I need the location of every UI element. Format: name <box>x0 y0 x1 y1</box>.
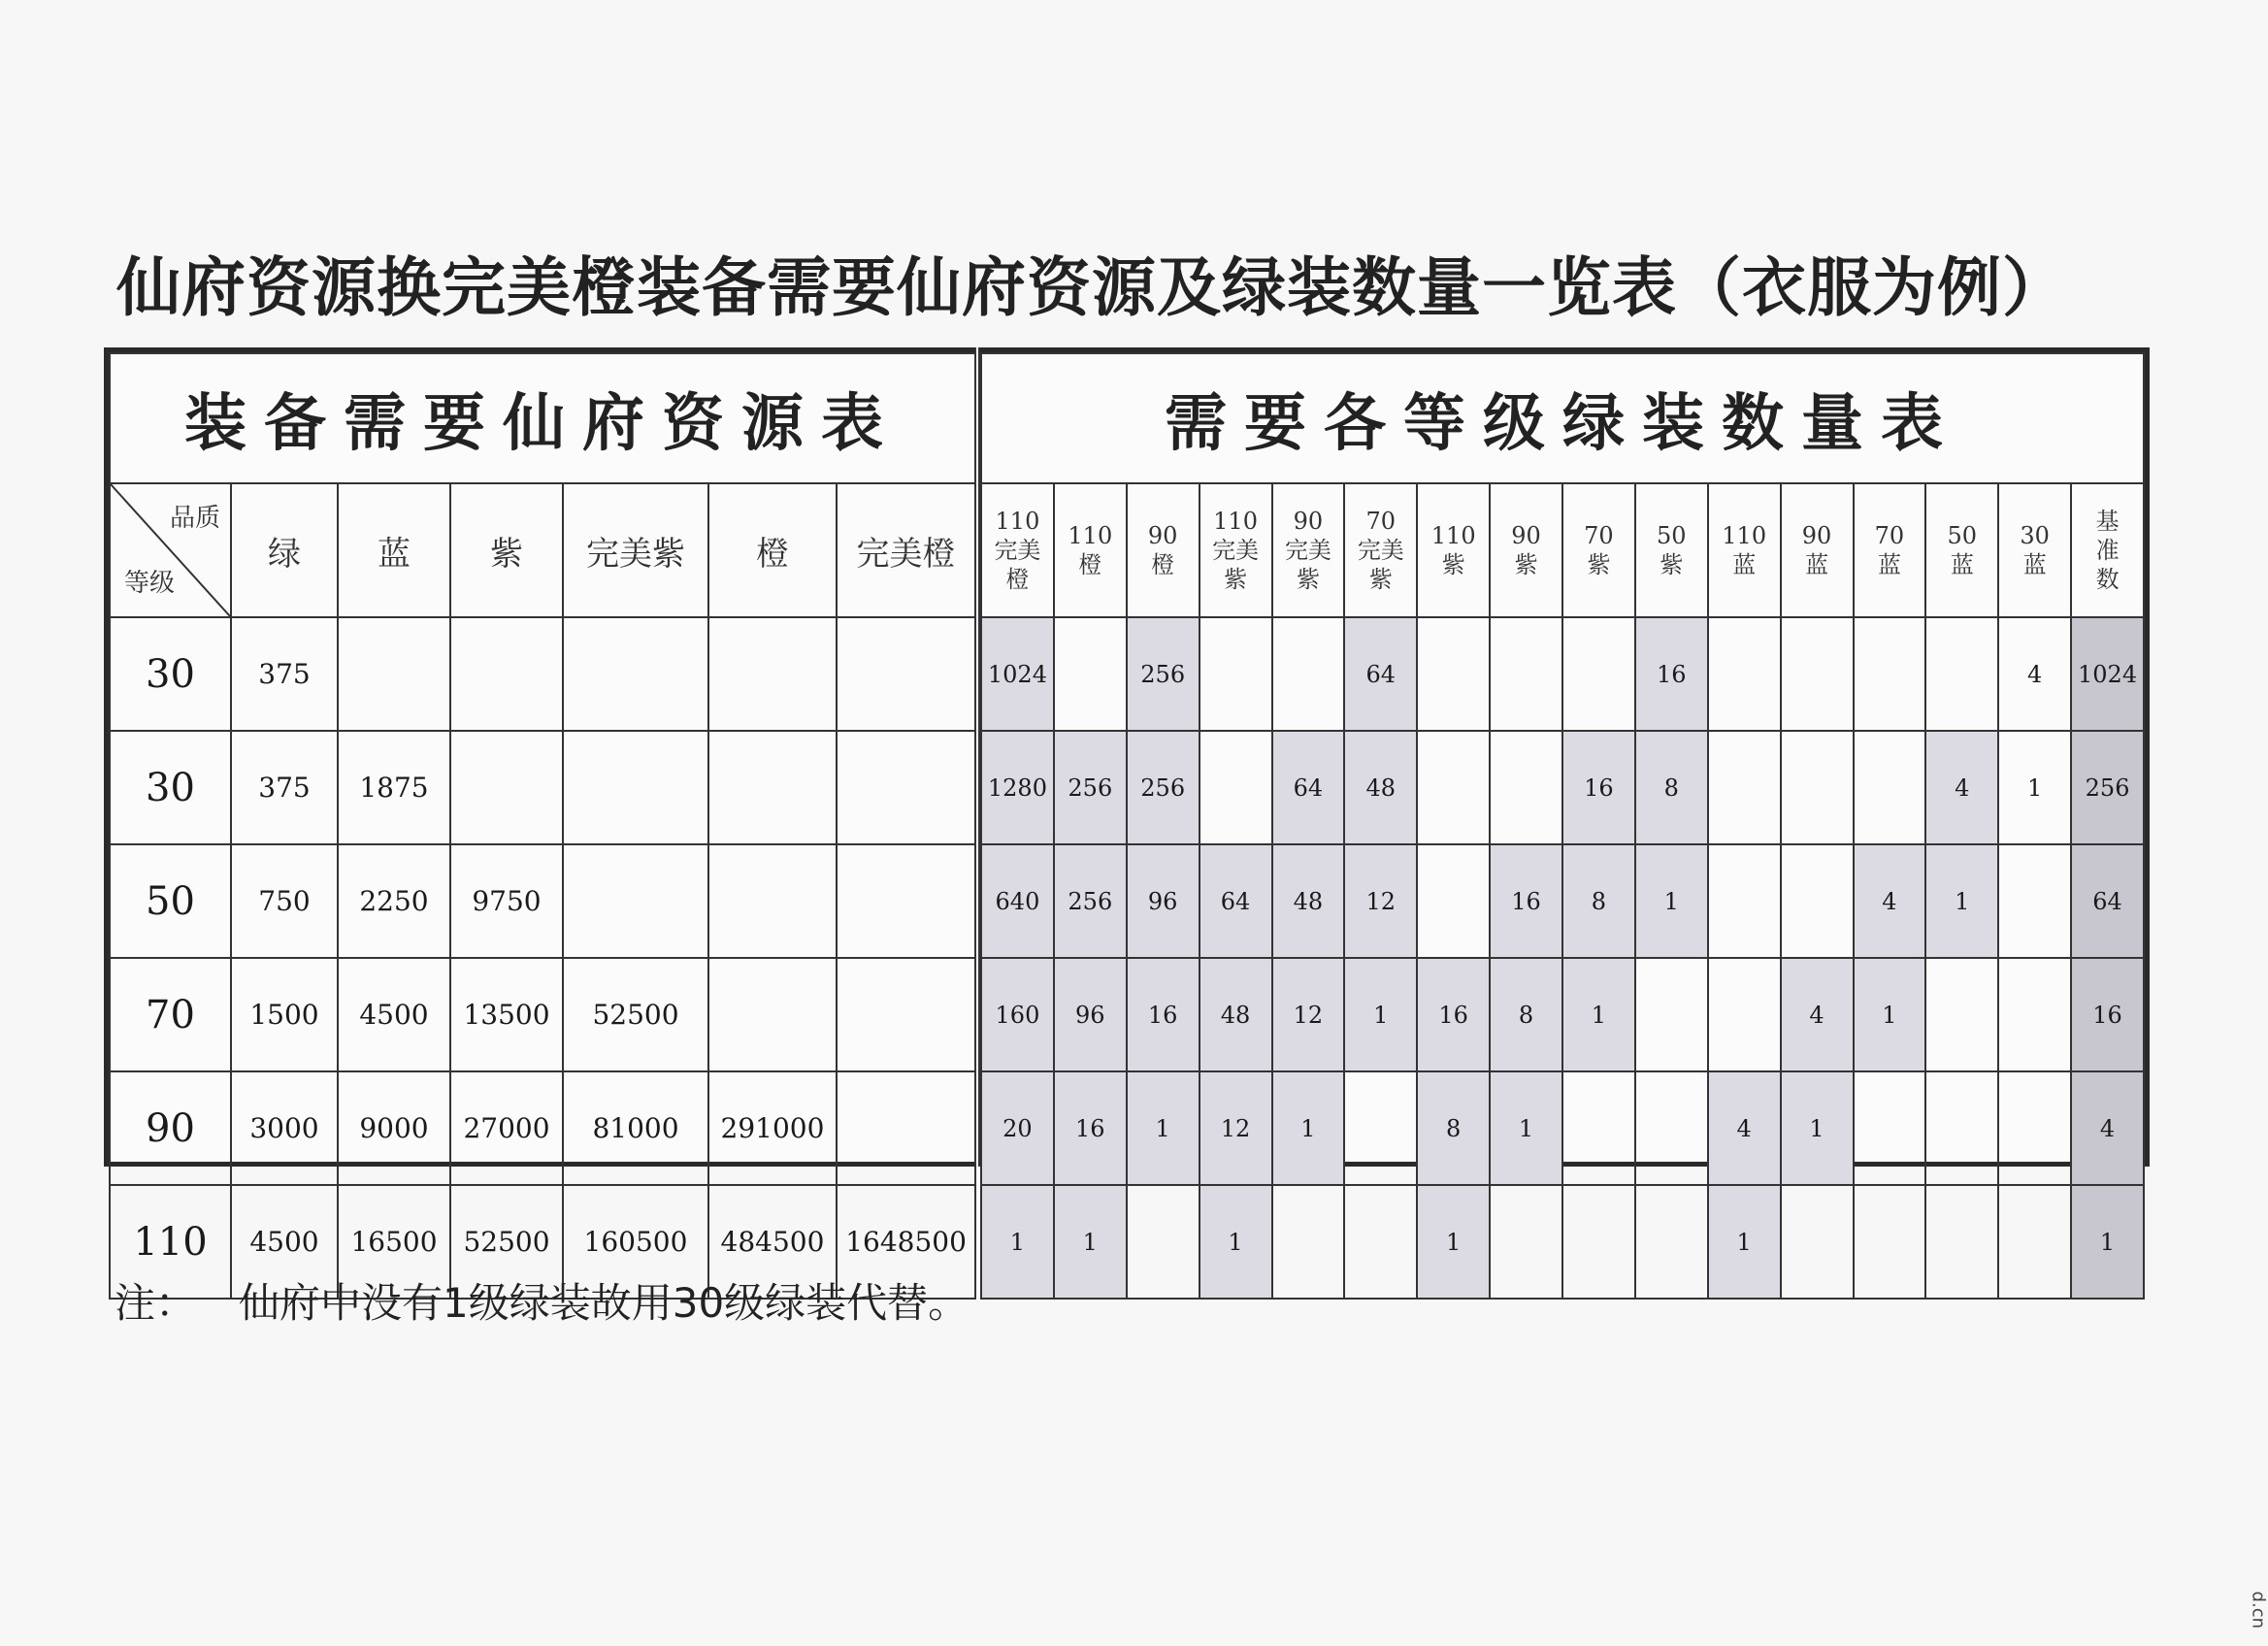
grade-column-header <box>1925 483 1998 617</box>
grade-column-header-line: 橙 <box>1078 551 1102 578</box>
corner-header <box>110 483 231 617</box>
grade-column-header-line: 50 <box>1947 522 1978 549</box>
grade-column-header <box>1054 483 1127 617</box>
count-cell <box>1925 1071 1998 1185</box>
grade-column-header-line: 数 <box>2095 566 2120 593</box>
grade-column-header-line: 90 <box>1801 522 1832 549</box>
resource-cell: 52500 <box>450 1185 563 1299</box>
grade-column-header-line: 准 <box>2095 537 2120 564</box>
count-cell: 1 <box>1272 1071 1345 1185</box>
count-cell <box>1635 1185 1708 1299</box>
table-row <box>110 844 975 958</box>
grade-column-header <box>1490 483 1562 617</box>
resource-cell: 9750 <box>450 844 563 958</box>
count-cell <box>1272 617 1345 731</box>
footnote-text: 仙府中没有1级绿装故用30级绿装代替。 <box>239 1279 970 1327</box>
grade-column-header <box>1417 483 1490 617</box>
resource-cell: 375 <box>231 617 338 731</box>
resource-cell <box>837 617 975 731</box>
resource-cell: 375 <box>231 731 338 844</box>
count-cell <box>1490 731 1562 844</box>
count-cell: 12 <box>1200 1071 1272 1185</box>
count-cell <box>1054 617 1127 731</box>
count-cell: 4 <box>1854 844 1926 958</box>
grade-column-header-line: 紫 <box>1587 551 1611 578</box>
quality-column-header: 完美紫 <box>563 483 708 617</box>
resource-cell: 291000 <box>708 1071 837 1185</box>
grade-column-header-line: 110 <box>1430 522 1476 549</box>
count-cell: 48 <box>1200 958 1272 1071</box>
count-cell: 640 <box>981 844 1054 958</box>
grade-column-header-line: 蓝 <box>2022 551 2047 578</box>
count-cell <box>1635 1071 1708 1185</box>
grade-column-header <box>1998 483 2071 617</box>
count-cell: 12 <box>1344 844 1417 958</box>
grade-column-header <box>1344 483 1417 617</box>
grade-column-header-line: 110 <box>1213 508 1258 535</box>
resource-cell: 1875 <box>338 731 450 844</box>
count-cell <box>1417 731 1490 844</box>
count-cell: 16 <box>1054 1071 1127 1185</box>
count-cell: 8 <box>1635 731 1708 844</box>
grade-column-header-line: 橙 <box>1005 566 1030 593</box>
count-cell <box>1781 1185 1854 1299</box>
count-cell <box>1490 617 1562 731</box>
level-cell: 90 <box>110 1071 231 1185</box>
count-cell <box>1344 1185 1417 1299</box>
count-cell <box>1998 1185 2071 1299</box>
count-cell <box>1998 844 2071 958</box>
count-cell <box>1344 1071 1417 1185</box>
grade-column-header <box>2071 483 2144 617</box>
table-row <box>981 958 2144 1071</box>
resource-cell <box>708 844 837 958</box>
grade-column-header-line: 完美 <box>1357 537 1404 564</box>
table-row <box>981 1071 2144 1185</box>
count-cell: 1 <box>1344 958 1417 1071</box>
grade-column-header-line: 110 <box>1722 522 1767 549</box>
count-cell: 4 <box>1708 1071 1781 1185</box>
grade-column-header-line: 紫 <box>1660 551 1684 578</box>
count-cell: 1 <box>1562 958 1635 1071</box>
count-cell <box>1562 617 1635 731</box>
count-cell: 4 <box>1925 731 1998 844</box>
grade-column-header-line: 70 <box>1874 522 1905 549</box>
corner-quality-label: 品质 <box>169 504 220 533</box>
table-row <box>110 617 975 731</box>
count-cell <box>1854 731 1926 844</box>
resource-cell: 52500 <box>563 958 708 1071</box>
resource-table-heading: 装备需要仙府资源表 <box>110 353 975 483</box>
count-cell: 16 <box>1490 844 1562 958</box>
count-cell: 4 <box>2071 1071 2144 1185</box>
count-cell <box>1490 1185 1562 1299</box>
count-cell: 1 <box>1417 1185 1490 1299</box>
grade-column-header <box>1635 483 1708 617</box>
grade-column-header <box>1272 483 1345 617</box>
count-cell: 96 <box>1054 958 1127 1071</box>
count-cell: 1 <box>1490 1071 1562 1185</box>
grade-column-header-line: 90 <box>1511 522 1541 549</box>
resource-cell <box>450 731 563 844</box>
green-gear-table-body <box>981 617 2144 1299</box>
resource-cell: 27000 <box>450 1071 563 1185</box>
count-cell <box>1781 731 1854 844</box>
count-cell: 1 <box>2071 1185 2144 1299</box>
count-cell: 4 <box>1998 617 2071 731</box>
grade-column-header-line: 70 <box>1365 508 1397 535</box>
resource-cell: 9000 <box>338 1071 450 1185</box>
count-cell: 64 <box>1344 617 1417 731</box>
grade-column-header-line: 110 <box>995 508 1040 535</box>
grade-column-header-line: 完美 <box>994 537 1041 564</box>
count-cell <box>1925 617 1998 731</box>
resource-cell <box>338 617 450 731</box>
resource-cell <box>837 731 975 844</box>
resource-cell: 13500 <box>450 958 563 1071</box>
resource-cell: 4500 <box>338 958 450 1071</box>
count-cell: 256 <box>2071 731 2144 844</box>
count-cell <box>1708 731 1781 844</box>
grade-column-header-line: 90 <box>1147 522 1178 549</box>
count-cell: 160 <box>981 958 1054 1071</box>
count-cell: 1 <box>1998 731 2071 844</box>
green-gear-table-header-row <box>981 483 2144 617</box>
level-cell: 30 <box>110 731 231 844</box>
grade-column-header-line: 蓝 <box>1877 551 1901 578</box>
resource-cell: 2250 <box>338 844 450 958</box>
level-cell: 70 <box>110 958 231 1071</box>
count-cell: 256 <box>1127 731 1200 844</box>
grade-column-header-line: 蓝 <box>1805 551 1829 578</box>
grade-column-header <box>1200 483 1272 617</box>
count-cell <box>1272 1185 1345 1299</box>
level-cell: 110 <box>110 1185 231 1299</box>
quality-column-header: 橙 <box>708 483 837 617</box>
grade-column-header <box>1781 483 1854 617</box>
count-cell: 1 <box>1054 1185 1127 1299</box>
count-cell <box>1200 617 1272 731</box>
footnote-label: 注： <box>115 1279 197 1327</box>
level-cell: 30 <box>110 617 231 731</box>
resource-cell: 750 <box>231 844 338 958</box>
count-cell: 4 <box>1781 958 1854 1071</box>
count-cell: 1280 <box>981 731 1054 844</box>
resource-cell: 4500 <box>231 1185 338 1299</box>
grade-column-header-line: 蓝 <box>1950 551 1974 578</box>
grade-column-header-line: 50 <box>1657 522 1687 549</box>
resource-cell <box>837 844 975 958</box>
count-cell: 1 <box>1925 844 1998 958</box>
count-cell: 16 <box>1562 731 1635 844</box>
grade-column-header-line: 完美 <box>1212 537 1260 564</box>
count-cell: 12 <box>1272 958 1345 1071</box>
resource-cell: 16500 <box>338 1185 450 1299</box>
quality-column-header: 绿 <box>231 483 338 617</box>
quality-column-header: 蓝 <box>338 483 450 617</box>
resource-cell: 160500 <box>563 1185 708 1299</box>
green-gear-table <box>980 352 2145 1300</box>
count-cell <box>1708 844 1781 958</box>
resource-cell <box>563 844 708 958</box>
count-cell <box>1635 958 1708 1071</box>
count-cell: 1 <box>1708 1185 1781 1299</box>
count-cell <box>1562 1185 1635 1299</box>
resource-cell <box>708 731 837 844</box>
count-cell: 16 <box>1417 958 1490 1071</box>
count-cell: 16 <box>1127 958 1200 1071</box>
grade-column-header <box>1127 483 1200 617</box>
grade-column-header <box>981 483 1054 617</box>
count-cell: 96 <box>1127 844 1200 958</box>
grade-column-header-line: 110 <box>1068 522 1113 549</box>
grade-column-header <box>1562 483 1635 617</box>
resource-cell <box>837 958 975 1071</box>
count-cell <box>1925 958 1998 1071</box>
grade-column-header-line: 基 <box>2095 508 2120 535</box>
count-cell: 64 <box>1272 731 1345 844</box>
count-cell: 48 <box>1272 844 1345 958</box>
quality-column-header: 完美橙 <box>837 483 975 617</box>
resource-cell <box>708 958 837 1071</box>
count-cell: 1024 <box>2071 617 2144 731</box>
grade-column-header-line: 橙 <box>1151 551 1175 578</box>
table-row <box>110 731 975 844</box>
grade-column-header-line: 紫 <box>1368 566 1393 593</box>
table-row <box>110 958 975 1071</box>
watermark: d.cn <box>2248 1591 2268 1629</box>
count-cell <box>1708 617 1781 731</box>
count-cell: 256 <box>1054 731 1127 844</box>
resource-table-header-row <box>110 483 975 617</box>
resource-cell <box>563 731 708 844</box>
grade-column-header <box>1708 483 1781 617</box>
count-cell <box>1781 617 1854 731</box>
corner-level-label: 等级 <box>124 569 176 598</box>
count-cell: 16 <box>2071 958 2144 1071</box>
resource-cell: 1648500 <box>837 1185 975 1299</box>
count-cell <box>1998 958 2071 1071</box>
count-cell <box>1781 844 1854 958</box>
grade-column-header-line: 70 <box>1584 522 1614 549</box>
count-cell: 64 <box>2071 844 2144 958</box>
table-row <box>981 731 2144 844</box>
grade-column-header <box>1854 483 1926 617</box>
count-cell <box>1127 1185 1200 1299</box>
resource-cell: 484500 <box>708 1185 837 1299</box>
count-cell: 64 <box>1200 844 1272 958</box>
grade-column-header-line: 90 <box>1293 508 1324 535</box>
count-cell <box>1200 731 1272 844</box>
resource-cell: 81000 <box>563 1071 708 1185</box>
resource-cell <box>450 617 563 731</box>
count-cell: 8 <box>1490 958 1562 1071</box>
footnote <box>115 1271 969 1330</box>
table-row <box>110 1071 975 1185</box>
resource-cell <box>708 617 837 731</box>
count-cell <box>1562 1071 1635 1185</box>
count-cell: 1 <box>1200 1185 1272 1299</box>
count-cell: 1 <box>1854 958 1926 1071</box>
table-row <box>981 617 2144 731</box>
count-cell: 256 <box>1054 844 1127 958</box>
count-cell: 1 <box>1127 1071 1200 1185</box>
level-cell: 50 <box>110 844 231 958</box>
count-cell <box>1417 844 1490 958</box>
table-row <box>981 1185 2144 1299</box>
resource-cell <box>563 617 708 731</box>
count-cell: 1 <box>1635 844 1708 958</box>
count-cell: 256 <box>1127 617 1200 731</box>
resource-cell: 3000 <box>231 1071 338 1185</box>
resource-table-body <box>110 617 975 1299</box>
green-gear-table-heading: 需要各等级绿装数量表 <box>981 353 2144 483</box>
count-cell: 8 <box>1562 844 1635 958</box>
grade-column-header-line: 紫 <box>1296 566 1320 593</box>
table-row <box>981 844 2144 958</box>
count-cell: 1024 <box>981 617 1054 731</box>
count-cell <box>1998 1071 2071 1185</box>
count-cell <box>1854 1185 1926 1299</box>
count-cell <box>1925 1185 1998 1299</box>
quality-column-header: 紫 <box>450 483 563 617</box>
count-cell <box>1854 1071 1926 1185</box>
page-title: 仙府资源换完美橙装备需要仙府资源及绿装数量一览表（衣服为例） <box>116 250 2067 325</box>
count-cell: 8 <box>1417 1071 1490 1185</box>
resource-cell: 1500 <box>231 958 338 1071</box>
count-cell: 1 <box>981 1185 1054 1299</box>
count-cell <box>1708 958 1781 1071</box>
grade-column-header-line: 30 <box>2020 522 2050 549</box>
count-cell: 16 <box>1635 617 1708 731</box>
count-cell <box>1854 617 1926 731</box>
grade-column-header-line: 紫 <box>1224 566 1248 593</box>
count-cell <box>1417 617 1490 731</box>
resource-cell <box>837 1071 975 1185</box>
grade-column-header-line: 完美 <box>1284 537 1331 564</box>
grade-column-header-line: 紫 <box>1441 551 1465 578</box>
resource-table <box>109 352 976 1300</box>
count-cell: 1 <box>1781 1071 1854 1185</box>
count-cell: 20 <box>981 1071 1054 1185</box>
grade-column-header-line: 蓝 <box>1732 551 1757 578</box>
grade-column-header-line: 紫 <box>1514 551 1538 578</box>
count-cell: 48 <box>1344 731 1417 844</box>
